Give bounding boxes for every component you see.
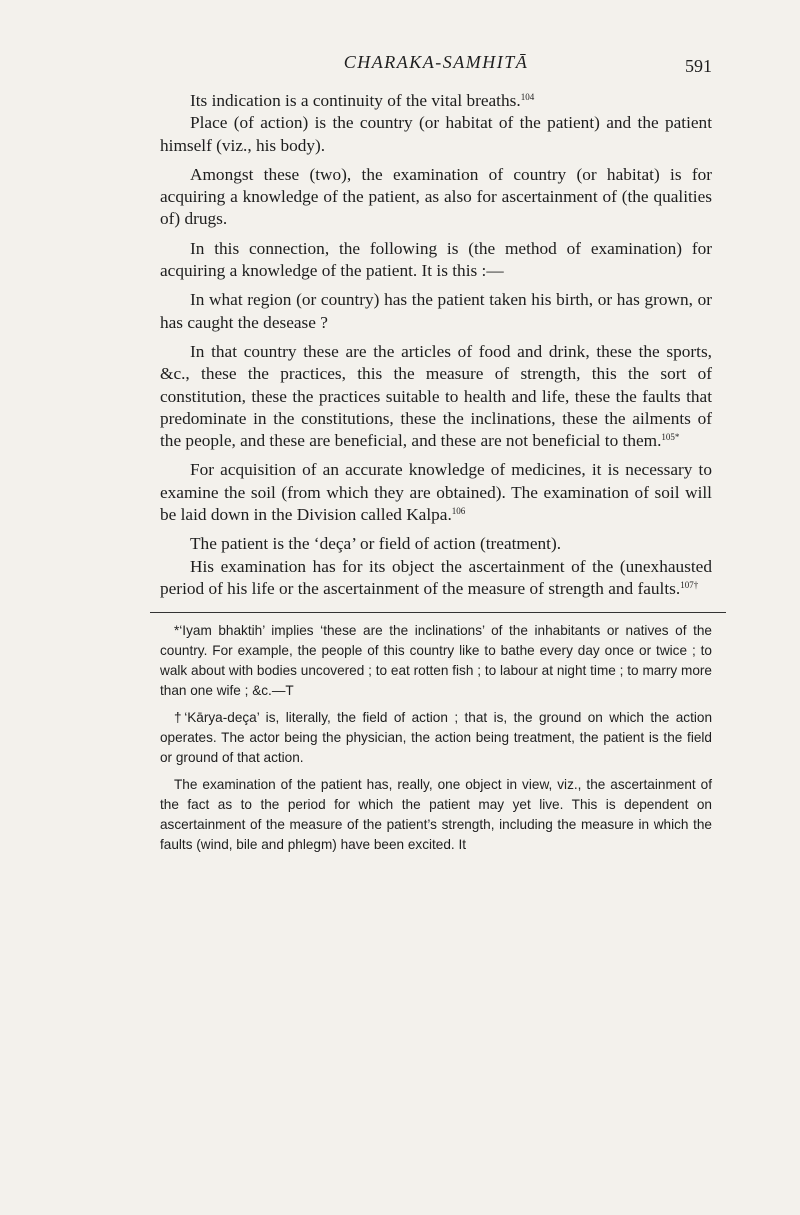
paragraph: The patient is the ‘deça’ or field of action (treatment). <box>190 534 562 554</box>
paragraph: His examination has for its object the ascertainment of the (unexhausted period of his life or the ascertainment of the measure of strength and faults.$^{107\dagger}$ <box>160 556 712 598</box>
footnote: *‘Iyam bhaktih’ implies ‘these are the inclinations’ of the inhabitants or natives of the country. For example, the people of this country like to bathe every day once or twice ; to walk about with bodies uncovered ; to eat rotten fish ; to labour at night time ; to marry more than one wife ; &c.—T <box>160 623 712 699</box>
footnote-ref: 104 <box>520 92 535 102</box>
footnote: †‘Kārya-deça’ is, literally, the field of action ; that is, the ground on which the action operates. The actor being the physician, the action being treatment, the patient is the field or ground of that action. <box>160 710 712 766</box>
running-title: CHARAKA-SAMHITĀ <box>343 52 529 72</box>
main-text <box>160 90 712 600</box>
paragraph: For acquisition of an accurate knowledge of medicines, it is necessary to examine the soil (from which they are obtained). The examination of soil will be laid down in the Division called Kalpa.$^{106}$ <box>160 460 712 525</box>
paragraph: Its indication is a continuity of the vital breaths.$^{104}$ <box>190 91 535 110</box>
footnote-divider <box>150 612 726 613</box>
paragraph: In that country these are the articles of food and drink, these the sports, &c., these the practices, this the measure of strength, this the sort of constitution, these the practices suitable to health and life, these the faults that predominate in the constitutions, these the inclinations, these the ailments of the people, and these are beneficial, and these are not beneficial to them.$^{105*}$ <box>160 341 712 451</box>
paragraph: Place (of action) is the country (or habitat of the patient) and the patient himself (viz., his body). <box>160 113 712 155</box>
paragraph: In this connection, the following is (the method of examination) for acquiring a knowledge of the patient. It is this :— <box>160 238 712 281</box>
footnotes <box>160 621 712 855</box>
page <box>160 50 712 862</box>
paragraph: Amongst these (two), the examination of country (or habitat) is for acquiring a knowledge of the patient, as also for ascertainment of (the qualities of) drugs. <box>160 164 712 229</box>
footnote: The examination of the patient has, really, one object in view, viz., the ascertainment of the fact as to the period for which the patient may yet live. This is dependent on ascertainment of the measure of the patient’s strength, including the measure in which the faults (wind, bile and phlegm) have been excited. It <box>160 777 712 853</box>
footnote-ref: 106 <box>451 506 466 517</box>
footnote-ref: 107† <box>680 579 699 590</box>
page-header <box>160 50 712 90</box>
paragraph: In what region (or country) has the patient taken his birth, or has grown, or has caught the desease ? <box>160 290 712 332</box>
page-number: 591 <box>685 56 712 76</box>
footnote-ref: 105* <box>661 432 680 443</box>
